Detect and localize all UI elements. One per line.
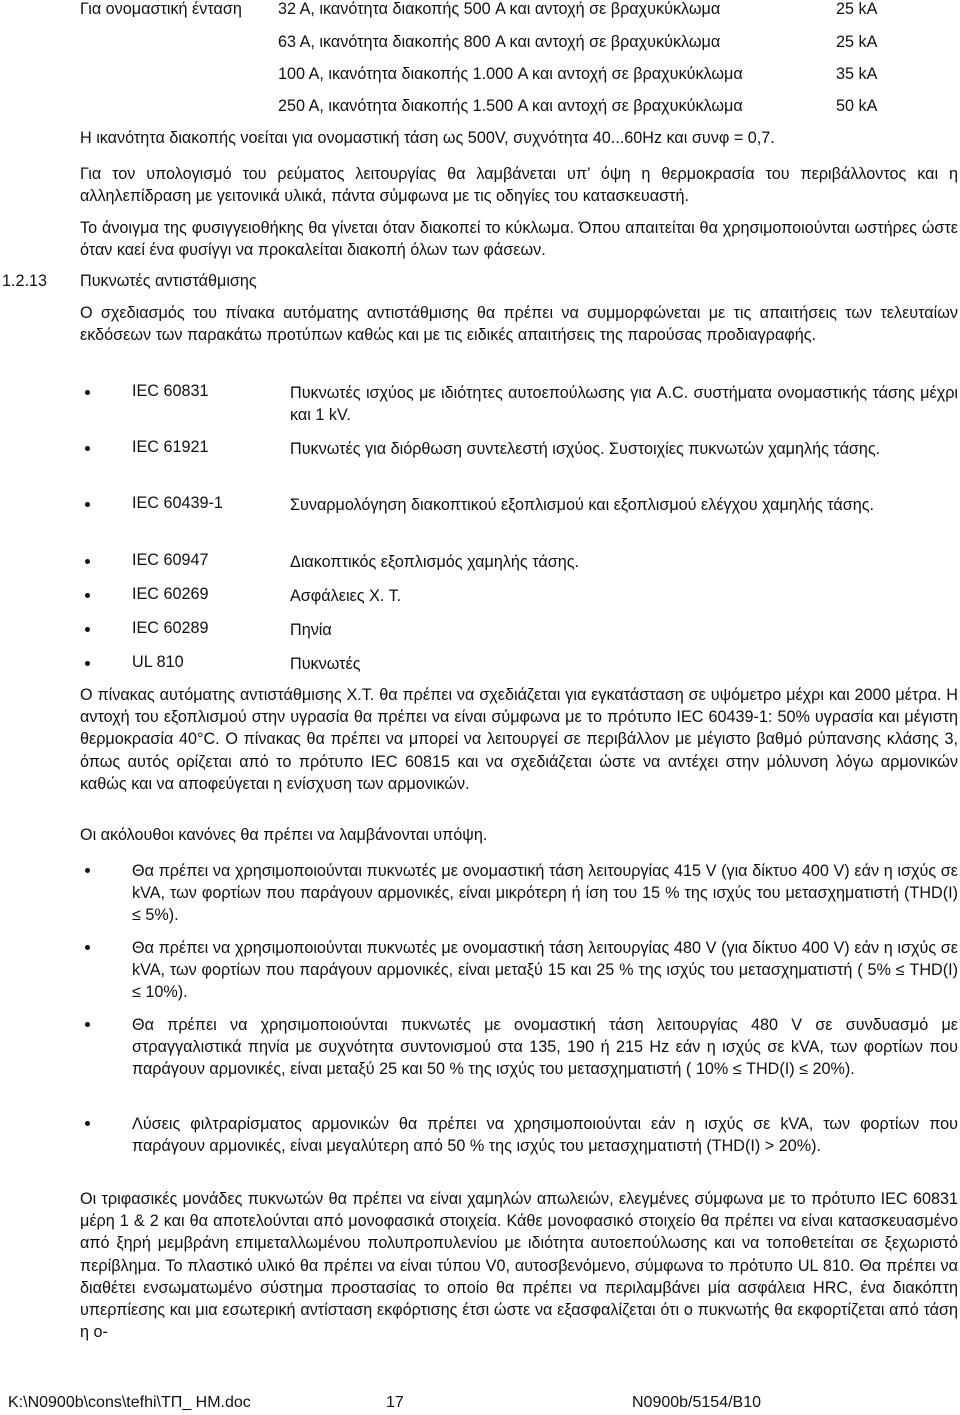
rule-item: Θα πρέπει να χρησιμοποιούνται πυκνωτές με ονομαστική τάση λειτουργίας 480 V (για δίκτυο 400 V) εάν η ισχύς σε kVA, των φορτίων που παράγουν αρμονικές, είναι μεταξύ 15 και 25 % της ισχύς του μετασχηματιστή ( 5% ≤ THD(I) ≤ 10%).: [132, 939, 958, 1002]
standard-code: IEC 60269: [132, 585, 209, 603]
standard-description: Πυκνωτές για διόρθωση συντελεστή ισχύος. Συστοιχίες πυκνωτών χαμηλής τάσης.: [290, 440, 881, 458]
standard-code: IEC 60439-1: [132, 494, 223, 512]
rating-desc: 100 A, ικανότητα διακοπής 1.000 A και αντοχή σε βραχυκύκλωμα: [278, 65, 743, 83]
standard-code: UL 810: [132, 653, 184, 671]
bullet-icon: [85, 593, 90, 598]
rule-item: Θα πρέπει να χρησιμοποιούνται πυκνωτές με ονομαστική τάση λειτουργίας 415 V (για δίκτυο 400 V) εάν η ισχύς σε kVA, των φορτίων που παράγουν αρμονικές, είναι μικρότερη ή ίση του 15 % της ισχύς του μετασχηματιστή (THD(I) ≤ 5%).: [132, 862, 958, 925]
standard-description: Συναρμολόγηση διακοπτικού εξοπλισμού και εξοπλισμού ελέγχου χαμηλής τάσης.: [290, 496, 875, 514]
standard-description: Πυκνωτές ισχύος με ιδιότητες αυτοεπούλωσης για A.C. συστήματα ονομαστικής τάσης μέχρι και 1 kV.: [290, 384, 958, 425]
rating-desc: 32 A, ικανότητα διακοπής 500 A και αντοχή σε βραχυκύκλωμα: [278, 0, 721, 18]
rating-value: 25 kA: [836, 33, 878, 51]
bullet-icon: [85, 627, 90, 632]
standard-description: Πυκνωτές: [290, 655, 361, 673]
section-number: 1.2.13: [2, 272, 48, 290]
standard-description: Διακοπτικός εξοπλισμός χαμηλής τάσης.: [290, 553, 580, 571]
rating-value: 50 kA: [836, 97, 878, 115]
rule-item: Λύσεις φιλτραρίσματος αρμονικών θα πρέπει να χρησιμοποιούνται εάν η ισχύς σε kVA, των φορτίων που παράγουν αρμονικές, είναι μεγαλύτερη από 50 % της ισχύς του μετασχηματιστή (THD(I) > 20%).: [132, 1115, 958, 1156]
rating-row: [0, 97, 960, 119]
rating-value: 25 kA: [836, 0, 878, 18]
standard-code: IEC 60831: [132, 382, 209, 400]
ratings-note: Η ικανότητα διακοπής νοείται για ονομαστική τάση ως 500V, συχνότητα 40...60Hz και συνφ = 0,7.: [80, 129, 775, 147]
rating-desc: 250 A, ικανότητα διακοπής 1.500 A και αντοχή σε βραχυκύκλωμα: [278, 97, 743, 115]
footer-page-number: 17: [386, 1394, 404, 1411]
standard-description: Πηνία: [290, 621, 332, 639]
rating-desc: 63 A, ικανότητα διακοπής 800 A και αντοχή σε βραχυκύκλωμα: [278, 33, 721, 51]
bullet-icon: [85, 1121, 90, 1126]
footer-document-ref: N0900b/5154/B10: [632, 1394, 761, 1411]
rule-item: Θα πρέπει να χρησιμοποιούνται πυκνωτές με ονομαστική τάση λειτουργίας 480 V σε συνδυασμό με στραγγαλιστικά πηνία με συχνότητα συντονισμού στα 135, 190 ή 215 Hz εάν η ισχύς σε kVA, των φορτίων που παράγουν αρμονικές, είναι μεταξύ 25 και 50 % της ισχύς του μετασχηματιστή ( 10% ≤ THD(I) ≤ 20%).: [132, 1016, 958, 1079]
rating-row: [0, 33, 960, 55]
rating-row: [0, 65, 960, 87]
bullet-icon: [85, 1022, 90, 1027]
rating-value: 35 kA: [836, 65, 878, 83]
bullet-icon: [85, 390, 90, 395]
standard-description: Ασφάλειες Χ. Τ.: [290, 587, 402, 605]
paragraph-rules-intro: Οι ακόλουθοι κανόνες θα πρέπει να λαμβάνονται υπόψη.: [80, 826, 488, 844]
ratings-label: Για ονομαστική ένταση: [80, 0, 242, 18]
bullet-icon: [85, 868, 90, 873]
rating-row: [0, 0, 960, 22]
section-title: Πυκνωτές αντιστάθμισης: [80, 272, 257, 290]
paragraph-altitude-humidity: Ο πίνακας αυτόματης αντιστάθμισης Χ.Τ. θα πρέπει να σχεδιάζεται για εγκατάσταση σε υψόμετρο μέχρι και 2000 μέτρα. Η αντοχή του εξοπλισμού στην υγρασία θα πρέπει να είναι σύμφωνα με το πρότυπο IEC 60439-1: 50% υγρασία και μέγιστη θερμοκρασία 40°C. Ο πίνακας θα πρέπει να μπορεί να λειτουργεί σε περιβάλλον με μέγιστο βαθμό ρύπανσης κλάσης 3, όπως αυτός ορίζεται από το πρότυπο IEC 60815 και να σχεδιάζεται ώστε να αντέχει στην μόλυνση λόγω αρμονικών καθώς και να αποφεύγεται η ενίσχυση των αρμονικών.: [80, 686, 958, 793]
paragraph-fuse-holder: Το άνοιγμα της φυσιγγειοθήκης θα γίνεται όταν διακοπεί το κύκλωμα. Όπου απαιτείται θα χρησιμοποιούνται ωστήρες ώστε όταν καεί ένα φυσίγγι να προκαλείται διακοπή όλων των φάσεων.: [80, 219, 958, 260]
standard-code: IEC 60289: [132, 619, 209, 637]
paragraph-operating-current: Για τον υπολογισμό του ρεύματος λειτουργίας θα λαμβάνεται υπ’ όψη η θερμοκρασία του περιβάλλοντος και η αλληλεπίδραση με γειτονικά υλικά, πάντα σύμφωνα με τις οδηγίες του κατασκευαστή.: [80, 165, 958, 206]
bullet-icon: [85, 502, 90, 507]
bullet-icon: [85, 945, 90, 950]
bullet-icon: [85, 559, 90, 564]
paragraph-design-requirements: Ο σχεδιασμός του πίνακα αυτόματης αντιστάθμισης θα πρέπει να συμμορφώνεται με τις απαιτήσεις των τελευταίων εκδόσεων των παρακάτω προτύπων καθώς και με τις ειδικές απαιτήσεις της παρούσας προδιαγραφής.: [80, 304, 958, 345]
bullet-icon: [85, 446, 90, 451]
bullet-icon: [85, 661, 90, 666]
footer-file-path: K:\N0900b\cons\tefhi\ΤΠ_ HM.doc: [8, 1394, 251, 1411]
standard-code: IEC 61921: [132, 438, 209, 456]
paragraph-capacitor-units: Οι τριφασικές μονάδες πυκνωτών θα πρέπει να είναι χαμηλών απωλειών, ελεγμένες σύμφωνα με το πρότυπο IEC 60831 μέρη 1 & 2 και θα αποτελούνται από μονοφασικά στοιχεία. Κάθε μονοφασικό στοιχείο θα πρέπει να είναι κατασκευασμένο από ξηρή μεμβράνη επιμεταλλωμένου πολυπροπυλενίου με ιδιότητα αυτοεπούλωσης και να τοποθετείται σε ξεχωριστό περίβλημα. Το πλαστικό υλικό θα πρέπει να είναι τύπου V0, αυτοσβενόμενο, σύμφωνα το πρότυπο UL 810. Θα πρέπει να διαθέτει ενσωματωμένο σύστημα προστασίας το οποίο θα πρέπει να περιλαμβάνει μία ασφάλεια HRC, ένα διακόπτη υπερπίεσης και μια εσωτερική αντίσταση εκφόρτισης έτσι ώστε να εξασφαλίζεται ότι ο πυκνωτής θα εκφορτίζεται από τάση η ο-: [80, 1190, 958, 1342]
standard-code: IEC 60947: [132, 551, 209, 569]
